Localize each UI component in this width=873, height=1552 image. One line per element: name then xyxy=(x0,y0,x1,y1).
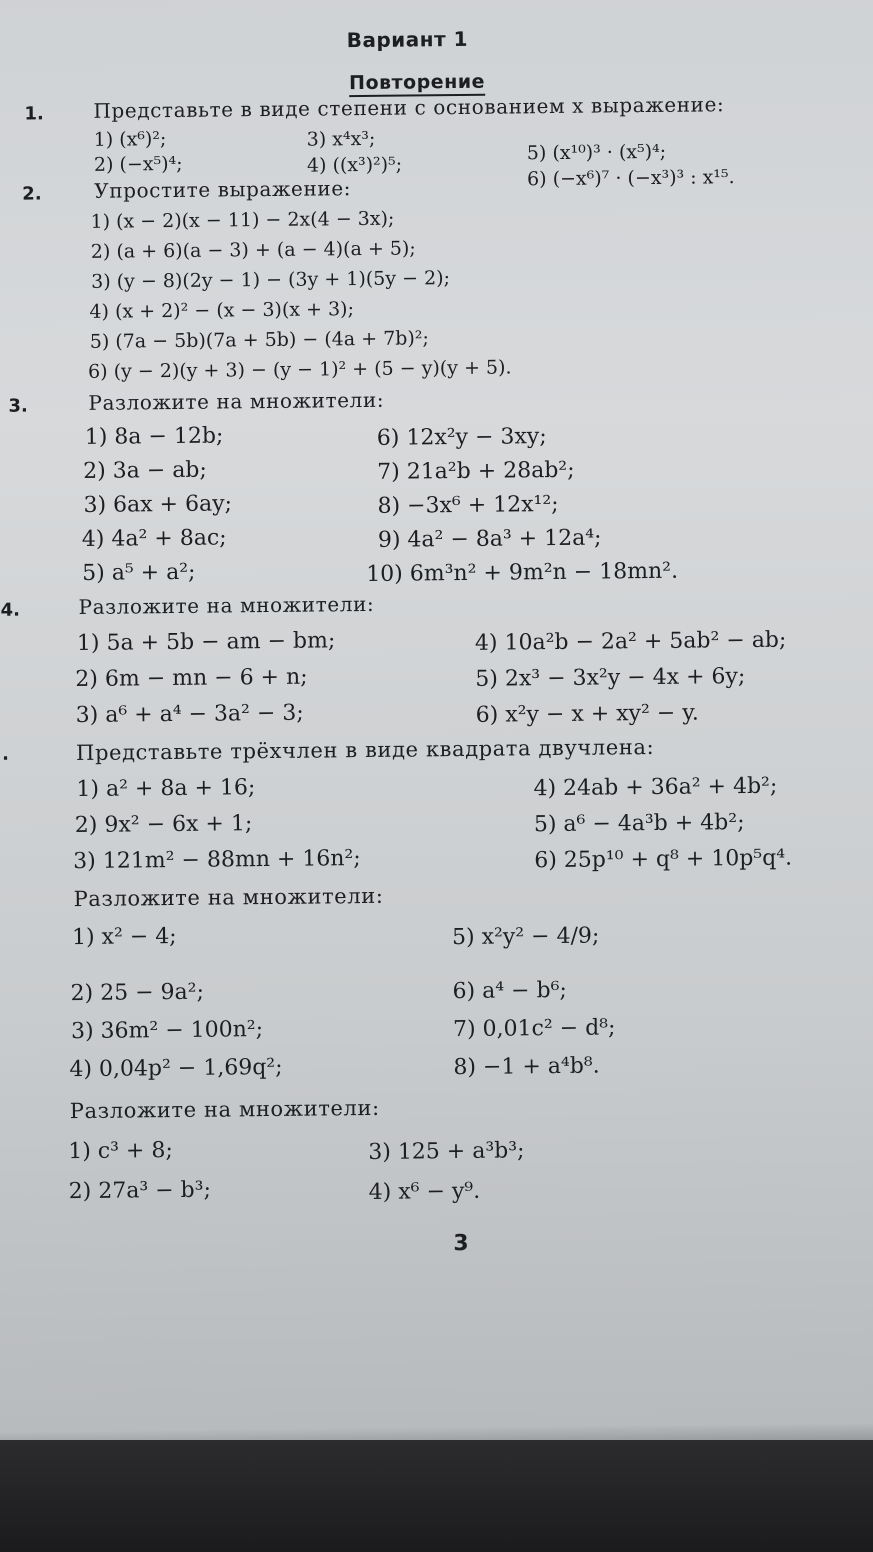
variant-title: Вариант 1 xyxy=(346,26,469,53)
task-item: 3) a⁶ + a⁴ − 3a² − 3; xyxy=(75,700,304,729)
task-item: 4) x⁶ − y⁹. xyxy=(368,1178,481,1205)
task-item: 6) (−x⁶)⁷ · (−x³)³ : x¹⁵. xyxy=(527,166,735,191)
task-prompt: Разложите на множители: xyxy=(73,883,384,912)
task-item: 6) a⁴ − b⁶; xyxy=(452,977,567,1005)
task-item: 4) 10a²b − 2a² + 5ab² − ab; xyxy=(474,627,787,656)
section-title: Повторение xyxy=(349,71,485,97)
task-number: 4. xyxy=(0,599,21,621)
task-prompt: Разложите на множители: xyxy=(69,1095,380,1124)
task-item: 4) 24ab + 36a² + 4b²; xyxy=(533,773,778,802)
task-item: 5) (x¹⁰)³ · (x⁵)⁴; xyxy=(526,140,667,165)
task-number: 1. xyxy=(24,103,44,125)
task-item: 7) 21a²b + 28ab²; xyxy=(377,457,575,485)
task-item: 3) 6ax + 6ay; xyxy=(83,491,233,518)
task-item: 2) (−x⁵)⁴; xyxy=(93,152,183,176)
task-item: 9) 4a² − 8a³ + 12a⁴; xyxy=(377,525,602,553)
task-item: 2) 3a − ab; xyxy=(83,457,207,484)
task-item: 1) c³ + 8; xyxy=(68,1138,173,1165)
task-item: 3) 121m² − 88mn + 16n²; xyxy=(73,846,361,875)
task-item: 2) (a + 6)(a − 3) + (a − 4)(a + 5); xyxy=(90,237,416,263)
task-item: 5) (7a − 5b)(7a + 5b) − (4a + 7b)²; xyxy=(89,327,429,353)
task-item: 1) (x⁶)²; xyxy=(93,128,167,151)
task-item: 6) (y − 2)(y + 3) − (y − 1)² + (5 − y)(y + 5). xyxy=(87,356,512,383)
task-prompt: Упростите выражение: xyxy=(94,176,352,203)
task-item: 4) ((x³)²)⁵; xyxy=(306,153,403,177)
task-item: 3) 125 + a³b³; xyxy=(368,1138,525,1165)
task-item: 1) a² + 8a + 16; xyxy=(76,775,256,803)
task-item: 3) 36m² − 100n²; xyxy=(70,1017,264,1045)
task-item: 4) 4a² + 8ac; xyxy=(81,525,227,552)
background-surface xyxy=(0,1440,873,1552)
task-item: 3) (y − 8)(2y − 1) − (3y + 1)(5y − 2); xyxy=(91,267,451,293)
task-number: 2. xyxy=(22,183,42,205)
task-item: 10) 6m³n² + 9m²n − 18mn². xyxy=(366,558,679,587)
task-item: 5) 2x³ − 3x²y − 4x + 6y; xyxy=(475,664,746,692)
task-item: 5) a⁵ + a²; xyxy=(82,559,196,586)
task-prompt: Разложите на множители: xyxy=(78,591,375,620)
task-item: 8) −1 + a⁴b⁸. xyxy=(453,1053,600,1081)
task-item: 5) a⁶ − 4a³b + 4b²; xyxy=(533,810,745,838)
task-item: 1) x² − 4; xyxy=(71,923,177,951)
task-prompt: Представьте трёхчлен в виде квадрата двучлена: xyxy=(75,734,655,766)
task-prompt: Представьте в виде степени с основанием x выражение: xyxy=(93,92,725,123)
task-item: 4) (x + 2)² − (x − 3)(x + 3); xyxy=(89,298,355,323)
task-item: 7) 0,01c² − d⁸; xyxy=(452,1015,616,1043)
task-prompt: Разложите на множители: xyxy=(88,387,385,415)
task-item: 1) 8a − 12b; xyxy=(84,423,224,450)
task-item: 2) 6m − mn − 6 + n; xyxy=(75,664,308,693)
task-item: 6) 25p¹⁰ + q⁸ + 10p⁵q⁴. xyxy=(534,845,793,874)
task-item: 2) 27a³ − b³; xyxy=(68,1177,212,1205)
task-item: 8) −3x⁶ + 12x¹²; xyxy=(377,491,559,519)
page-number: 3 xyxy=(453,1230,469,1257)
task-item: 1) 5a + 5b − am − bm; xyxy=(76,628,336,657)
task-number: . xyxy=(1,743,10,765)
task-item: 4) 0,04p² − 1,69q²; xyxy=(69,1054,283,1083)
task-number: 3. xyxy=(8,395,28,417)
task-item: 6) 12x²y − 3xy; xyxy=(376,424,547,451)
task-item: 3) x⁴x³; xyxy=(306,127,376,151)
task-item: 5) x²y² − 4/9; xyxy=(451,923,600,951)
task-item: 1) (x − 2)(x − 11) − 2x(4 − 3x); xyxy=(90,207,395,233)
task-item: 6) x²y − x + xy² − y. xyxy=(475,700,699,728)
task-item: 2) 25 − 9a²; xyxy=(70,979,205,1007)
task-item: 2) 9x² − 6x + 1; xyxy=(74,811,253,839)
